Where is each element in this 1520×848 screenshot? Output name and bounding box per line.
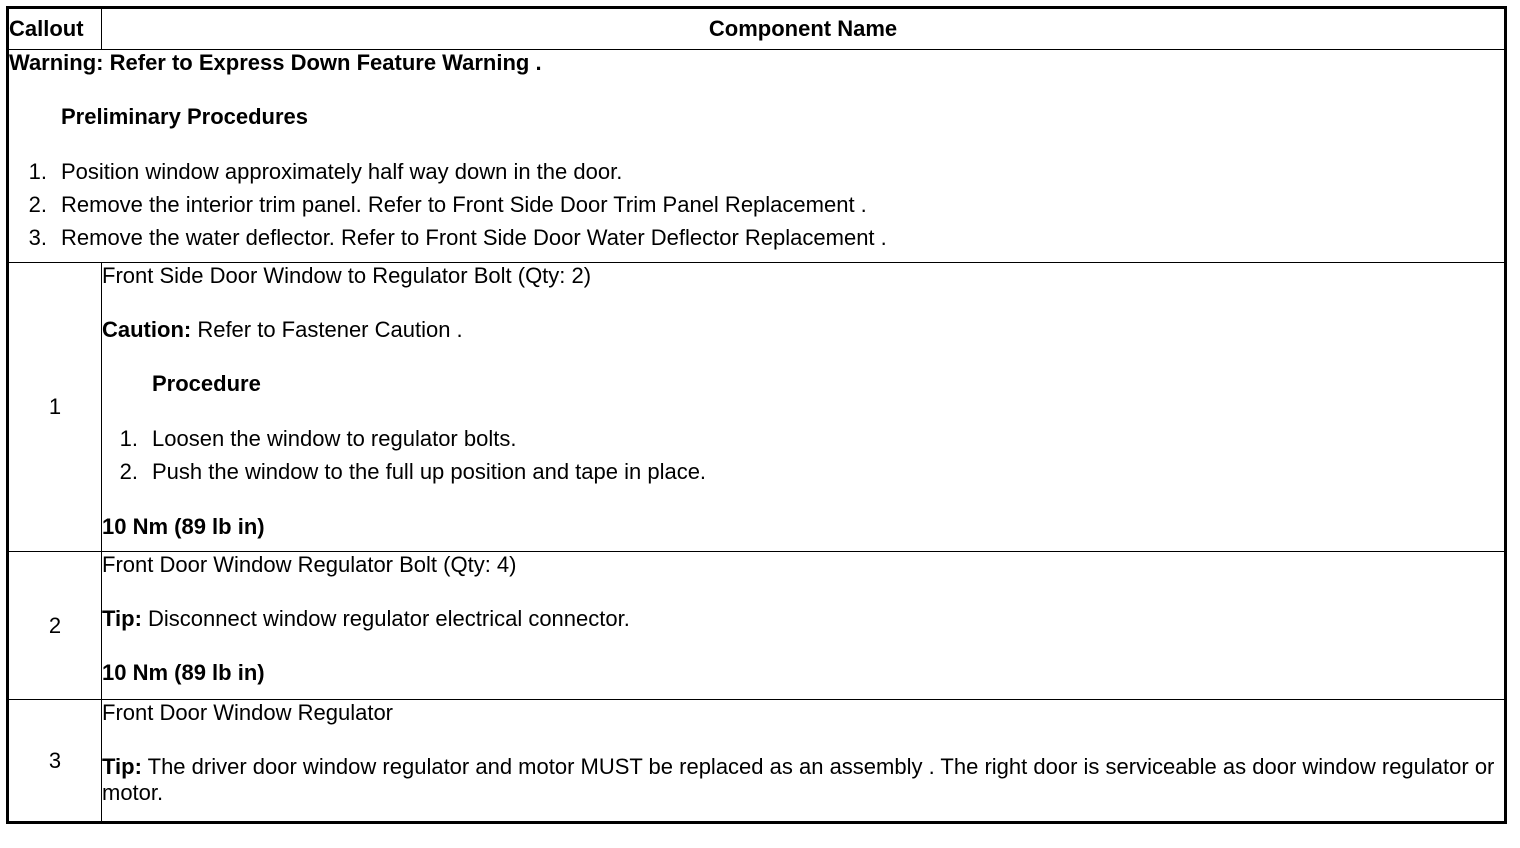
callout-number: 3 xyxy=(8,700,102,823)
note-label: Tip: xyxy=(102,754,142,779)
procedure-heading: Procedure xyxy=(152,371,261,396)
table-row xyxy=(8,263,1506,552)
callout-number: 1 xyxy=(8,263,102,552)
step-text: Remove the interior trim panel. Refer to Front Side Door Trim Panel Replacement . xyxy=(61,192,867,217)
component-cell xyxy=(102,700,1506,823)
component-title: Front Door Window Regulator xyxy=(102,700,394,725)
preliminary-cell xyxy=(8,50,1506,263)
warning-link[interactable]: Refer to Express Down Feature Warning . xyxy=(109,50,542,75)
warning-line xyxy=(9,50,1504,76)
header-row xyxy=(8,8,1506,50)
preliminary-steps xyxy=(9,159,1504,258)
note-text[interactable]: Refer to Fastener Caution . xyxy=(191,317,463,342)
procedure-steps xyxy=(102,426,1504,492)
preliminary-row xyxy=(8,50,1506,263)
note-text: The driver door window regulator and motor MUST be replaced as an assembly . The right door is serviceable as door window regulator or motor. xyxy=(102,754,1495,805)
procedure-table xyxy=(6,6,1507,824)
list-item: 1. Position window approximately half way down in the door. xyxy=(28,159,623,184)
component-cell xyxy=(102,263,1506,552)
note-text: Disconnect window regulator electrical connector. xyxy=(141,606,630,631)
caution-note xyxy=(102,317,1504,343)
step-text: Loosen the window to regulator bolts. xyxy=(152,426,517,451)
component-cell xyxy=(102,552,1506,700)
torque-spec: 10 Nm (89 lb in) xyxy=(102,514,265,539)
tip-note xyxy=(102,606,1504,632)
callout-column-header: Callout xyxy=(8,8,102,50)
tip-note xyxy=(102,754,1504,806)
step-text: Position window approximately half way down in the door. xyxy=(61,159,623,184)
component-title: Front Side Door Window to Regulator Bolt (Qty: 2) xyxy=(102,263,592,288)
callout-number: 2 xyxy=(8,552,102,700)
note-label: Tip: xyxy=(102,606,142,631)
table-row xyxy=(8,700,1506,823)
list-item: 1. Loosen the window to regulator bolts. xyxy=(119,426,517,451)
step-text: Remove the water deflector. Refer to Front Side Door Water Deflector Replacement . xyxy=(61,225,887,250)
note-label: Caution: xyxy=(102,317,192,342)
list-item: 3. Remove the water deflector. Refer to Front Side Door Water Deflector Replacement . xyxy=(28,225,887,250)
component-name-column-header: Component Name xyxy=(102,8,1506,50)
torque-spec: 10 Nm (89 lb in) xyxy=(102,660,265,685)
component-title: Front Door Window Regulator Bolt (Qty: 4) xyxy=(102,552,517,577)
preliminary-heading: Preliminary Procedures xyxy=(61,104,309,129)
step-text: Push the window to the full up position and tape in place. xyxy=(152,459,707,484)
list-item: 2. Remove the interior trim panel. Refer to Front Side Door Trim Panel Replacement . xyxy=(28,192,867,217)
list-item: 2. Push the window to the full up position and tape in place. xyxy=(119,459,707,484)
table-row xyxy=(8,552,1506,700)
warning-label: Warning: xyxy=(9,50,104,75)
